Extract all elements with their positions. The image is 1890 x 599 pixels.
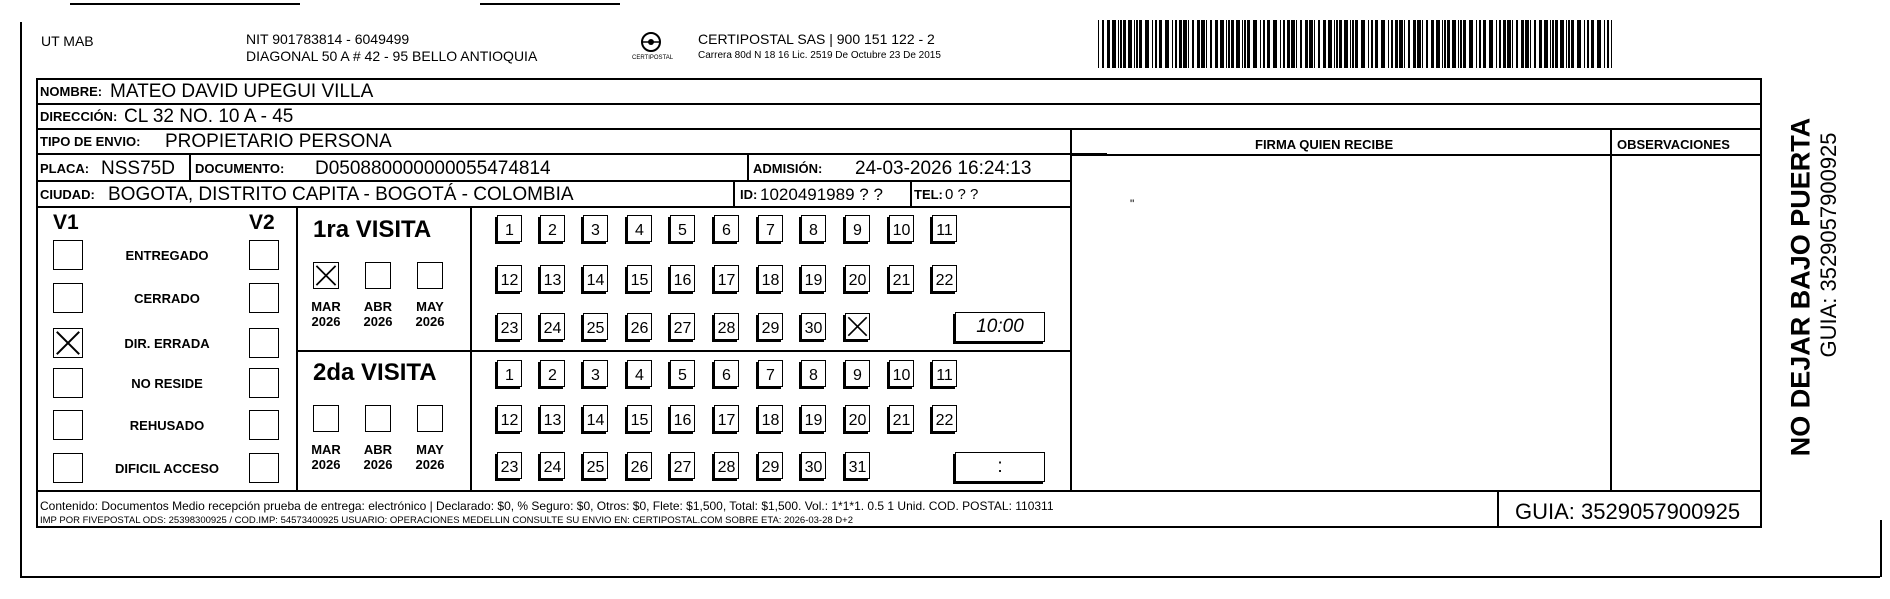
barcode-bar — [1444, 20, 1446, 68]
id-value: 1020491989 ? ? — [760, 185, 883, 204]
day-box[interactable]: 25 — [583, 313, 608, 340]
barcode-bar — [1287, 20, 1290, 68]
v1-checkbox[interactable] — [53, 240, 83, 270]
barcode-bar — [1584, 20, 1585, 68]
barcode-bar — [1587, 20, 1589, 68]
day-box[interactable]: 4 — [627, 215, 652, 242]
barcode-bar — [1417, 20, 1421, 68]
barcode-bar — [1098, 20, 1099, 68]
day-box[interactable]: 5 — [670, 360, 695, 387]
barcode-bar — [1544, 20, 1548, 68]
day-box[interactable]: 22 — [932, 265, 957, 292]
barcode-bar — [1206, 20, 1207, 68]
visit2-title: 2da VISITA — [313, 359, 437, 386]
day-box[interactable]: 11 — [932, 215, 957, 242]
barcode-bar — [1375, 20, 1378, 68]
barcode-bar — [1179, 20, 1182, 68]
admision-divider — [747, 155, 749, 180]
visit1-title: 1ra VISITA — [313, 216, 432, 243]
day-box[interactable]: 30 — [801, 313, 826, 340]
day-box-31[interactable] — [845, 313, 870, 340]
day-box[interactable]: 3 — [583, 215, 608, 242]
v2-checkbox[interactable] — [249, 368, 279, 398]
barcode-bar — [1431, 20, 1434, 68]
certipostal-logo — [632, 30, 674, 66]
barcode-bar — [1318, 20, 1320, 68]
day-box[interactable]: 4 — [627, 360, 652, 387]
barcode-bar — [1577, 20, 1581, 68]
day-box[interactable]: 22 — [932, 405, 957, 432]
row-line-footer — [36, 490, 1762, 492]
barcode-bar — [1442, 20, 1443, 68]
frame-right — [1880, 520, 1882, 577]
day-box[interactable]: 24 — [540, 452, 565, 479]
day-box[interactable]: 28 — [714, 313, 739, 340]
cut-mark-right — [480, 3, 620, 5]
barcode-bar — [1296, 20, 1297, 68]
visit-divider — [296, 350, 1070, 352]
v1-checkbox[interactable] — [53, 410, 83, 440]
day-box[interactable]: 5 — [670, 215, 695, 242]
visit1-time-box[interactable] — [955, 312, 1045, 342]
barcode-bar — [1607, 20, 1609, 68]
v2-checkbox[interactable] — [249, 283, 279, 313]
day-box[interactable]: 12 — [497, 265, 522, 292]
barcode-bar — [1361, 20, 1365, 68]
v1-checkbox[interactable] — [53, 283, 83, 313]
barcode-bar — [1507, 20, 1511, 68]
v2-checkbox[interactable] — [249, 240, 279, 270]
status-label: REHUSADO — [129, 418, 205, 433]
barcode-bar — [1165, 20, 1169, 68]
barcode-bar — [1273, 20, 1277, 68]
day-box[interactable]: 7 — [758, 360, 783, 387]
status-label: DIR. ERRADA — [124, 336, 210, 351]
v1-checkbox[interactable] — [53, 328, 83, 358]
row-line-4 — [36, 180, 1070, 182]
barcode-bar — [1188, 20, 1189, 68]
barcode-bar — [1368, 20, 1369, 68]
barcode-bar — [1463, 20, 1466, 68]
month-label: ABR 2026 — [363, 442, 393, 472]
barcode-bar — [1426, 20, 1428, 68]
row-line-2 — [36, 128, 1762, 130]
day-box[interactable]: 10 — [889, 360, 914, 387]
barcode-bar — [1231, 20, 1234, 68]
day-box[interactable]: 21 — [889, 265, 914, 292]
barcode-bar — [1525, 20, 1529, 68]
day-box[interactable]: 17 — [714, 265, 739, 292]
barcode-bar — [1483, 20, 1486, 68]
id-divider — [733, 181, 735, 206]
company-license: Carrera 80d N 18 16 Lic. 2519 De Octubre 23 De 2015 — [698, 50, 941, 61]
barcode-bar — [1175, 20, 1177, 68]
barcode-bar — [1226, 20, 1227, 68]
barcode-bar — [1479, 20, 1481, 68]
day-box[interactable]: 11 — [932, 360, 957, 387]
month-label: MAR 2026 — [311, 299, 341, 329]
barcode-bar — [1210, 20, 1212, 68]
day-box[interactable]: 19 — [801, 405, 826, 432]
visit1-time: 10:00 — [976, 316, 1024, 337]
barcode-bar — [1155, 20, 1157, 68]
frame-left — [20, 22, 22, 577]
barcode-bar — [1102, 20, 1104, 68]
sender-name: UT MAB — [41, 33, 94, 49]
barcode-bar — [1228, 20, 1230, 68]
id-label: ID: — [740, 187, 758, 202]
day-box[interactable]: 16 — [670, 405, 695, 432]
barcode-bar — [1355, 20, 1358, 68]
month-checkbox[interactable] — [365, 262, 391, 289]
barcode-bar — [1134, 20, 1135, 68]
month-checkbox[interactable] — [417, 262, 443, 289]
barcode-bar — [1260, 20, 1261, 68]
day-box[interactable]: 15 — [627, 265, 652, 292]
obs-left-border — [1610, 128, 1612, 490]
barcode-bar — [1371, 20, 1373, 68]
barcode-bar — [1201, 20, 1205, 68]
barcode-bar — [1447, 20, 1450, 68]
footer-print-info: IMP POR FIVEPOSTAL ODS: 25398300925 / COD.IMP: 54573400925 USUARIO: OPERACIONES MEDELLIN CONSULTE SU ENVIO EN: CERTIPOSTAL.COM SOBRE ETA: 2026-03-28 D+2 — [40, 515, 853, 526]
cut-mark-left — [70, 3, 300, 5]
barcode-bar — [1215, 20, 1218, 68]
day-box[interactable]: 14 — [583, 405, 608, 432]
day-box[interactable]: 23 — [497, 313, 522, 340]
row-line-3b — [1070, 154, 1762, 156]
v2-checkbox[interactable] — [249, 410, 279, 440]
barcode-bar — [1552, 20, 1554, 68]
admision-value: 24-03-2026 16:24:13 — [855, 158, 1032, 179]
barcode-bar — [1267, 20, 1270, 68]
barcode-bar — [1339, 20, 1342, 68]
barcode-bar — [1516, 20, 1518, 68]
barcode-bar — [1539, 20, 1542, 68]
footer-guia: GUIA: 3529057900925 — [1515, 499, 1741, 524]
v2-checkbox[interactable] — [249, 453, 279, 483]
visit2-time-box[interactable] — [955, 452, 1045, 482]
day-box[interactable]: 1 — [497, 215, 522, 242]
barcode-bar — [1381, 20, 1385, 68]
month-label: MAY 2026 — [415, 299, 445, 329]
logo-text: CERTIPOSTAL — [632, 55, 674, 61]
barcode-bar — [1244, 20, 1246, 68]
day-box[interactable]: 27 — [670, 452, 695, 479]
day-box[interactable]: 2 — [540, 360, 565, 387]
barcode-bar — [1123, 20, 1126, 68]
v2-checkbox[interactable] — [249, 328, 279, 358]
placa-label: PLACA: — [40, 161, 90, 176]
v1-checkbox[interactable] — [53, 368, 83, 398]
barcode-bar — [1152, 20, 1153, 68]
day-box[interactable]: 17 — [714, 405, 739, 432]
documento-label: DOCUMENTO: — [195, 161, 285, 176]
barcode-bar — [1512, 20, 1513, 68]
barcode-bar — [1172, 20, 1173, 68]
day-box[interactable]: 23 — [497, 452, 522, 479]
firma-header: FIRMA QUIEN RECIBE — [1255, 137, 1394, 152]
tel-label: TEL: — [914, 187, 943, 202]
footer-divider — [1497, 490, 1499, 528]
month-label: MAY 2026 — [415, 442, 445, 472]
barcode-bar — [1489, 20, 1493, 68]
barcode-bar — [1300, 20, 1302, 68]
barcode-bar — [1159, 20, 1162, 68]
barcode-bar — [1566, 20, 1567, 68]
barcode-bar — [1136, 20, 1138, 68]
barcode-bar — [1591, 20, 1594, 68]
barcode-bar — [1604, 20, 1605, 68]
observaciones-header: OBSERVACIONES — [1617, 137, 1730, 152]
day-box[interactable]: 8 — [801, 360, 826, 387]
barcode-bar — [1305, 20, 1308, 68]
day-box[interactable]: 25 — [583, 452, 608, 479]
day-box[interactable]: 27 — [670, 313, 695, 340]
signature-mark: " — [1130, 197, 1135, 211]
barcode-bar — [1452, 20, 1456, 68]
barcode-bar — [1469, 20, 1473, 68]
day-box[interactable]: 31 — [845, 452, 870, 479]
day-box[interactable]: 24 — [540, 313, 565, 340]
barcode-bar — [1145, 20, 1149, 68]
barcode-bar — [1560, 20, 1564, 68]
barcode-bar — [1291, 20, 1295, 68]
day-box[interactable]: 18 — [758, 265, 783, 292]
row-line-3 — [36, 153, 1107, 155]
day-box[interactable]: 18 — [758, 405, 783, 432]
barcode-bar — [1597, 20, 1601, 68]
month-checkbox[interactable] — [313, 262, 339, 289]
tipo-label: TIPO DE ENVIO: — [40, 134, 141, 149]
tel-value: 0 ? ? — [945, 186, 979, 203]
barcode-bar — [1118, 20, 1119, 68]
day-box[interactable]: 19 — [801, 265, 826, 292]
month-label: ABR 2026 — [363, 299, 393, 329]
day-box[interactable]: 28 — [714, 452, 739, 479]
visit2-time: : — [997, 456, 1003, 477]
nombre-value: MATEO DAVID UPEGUI VILLA — [110, 81, 374, 102]
placa-value: NSS75D — [101, 158, 175, 179]
company-name: CERTIPOSTAL SAS | 900 151 122 - 2 — [698, 31, 935, 47]
status-label: CERRADO — [134, 291, 200, 306]
barcode-bar — [1399, 20, 1403, 68]
sign-left-border — [1070, 128, 1072, 490]
barcode-bar — [1280, 20, 1281, 68]
day-box[interactable]: 7 — [758, 215, 783, 242]
barcode-bar — [1404, 20, 1405, 68]
month-checkbox[interactable] — [365, 405, 391, 432]
barcode-bar — [1458, 20, 1459, 68]
barcode-bar — [1534, 20, 1536, 68]
footer-contents: Contenido: Documentos Medio recepción prueba de entrega: electrónico | Declarado: $0, % Seguro: $0, Otros: $0, Flete: $1,500, Total: $1,500. Vol.: 1*1*1. 0.5 1 Unid. COD. POSTAL: 110311 — [40, 499, 1054, 513]
barcode-bar — [1460, 20, 1462, 68]
barcode-bar — [1350, 20, 1351, 68]
day-box[interactable]: 21 — [889, 405, 914, 432]
month-checkbox[interactable] — [417, 405, 443, 432]
barcode-bar — [1192, 20, 1194, 68]
barcode-bar — [1388, 20, 1389, 68]
side-guia-wrap — [1814, 95, 1844, 420]
barcode-bar — [1323, 20, 1326, 68]
barcode-bar — [1309, 20, 1313, 68]
frame-bottom — [20, 576, 1880, 578]
barcode-bar — [1550, 20, 1551, 68]
side-warning: NO DEJAR BAJO PUERTA — [1785, 117, 1816, 457]
v1-checkbox[interactable] — [53, 453, 83, 483]
status-label: DIFICIL ACCESO — [114, 461, 219, 476]
day-box[interactable]: 30 — [801, 452, 826, 479]
side-guia: GUIA: 3529057900925 — [1816, 132, 1841, 358]
day-box[interactable]: 8 — [801, 215, 826, 242]
tel-divider — [910, 181, 912, 206]
day-box[interactable]: 10 — [889, 215, 914, 242]
barcode-bar — [1422, 20, 1423, 68]
barcode-bar — [1344, 20, 1348, 68]
day-box[interactable]: 1 — [497, 360, 522, 387]
barcode-bar — [1314, 20, 1315, 68]
day-box[interactable]: 26 — [627, 313, 652, 340]
month-checkbox[interactable] — [313, 405, 339, 432]
barcode-bar — [1334, 20, 1335, 68]
barcode-bar — [1391, 20, 1393, 68]
placa-divider — [189, 155, 191, 180]
months-divider — [470, 206, 472, 490]
barcode-bar — [1395, 20, 1398, 68]
month-label: MAR 2026 — [311, 442, 341, 472]
row-line-1 — [36, 103, 1762, 105]
barcode-bar — [1571, 20, 1574, 68]
barcode-bar — [1283, 20, 1285, 68]
day-box[interactable]: 20 — [845, 265, 870, 292]
status-label: NO RESIDE — [131, 376, 203, 391]
barcode-bar — [1263, 20, 1265, 68]
barcode-bar — [1568, 20, 1570, 68]
day-box[interactable]: 29 — [758, 313, 783, 340]
day-box[interactable]: 9 — [845, 215, 870, 242]
barcode-bar — [1555, 20, 1558, 68]
barcode-bar — [1611, 20, 1612, 68]
direccion-label: DIRECCIÓN: — [40, 109, 118, 124]
barcode-bar — [1183, 20, 1187, 68]
day-box[interactable]: 13 — [540, 405, 565, 432]
day-box[interactable]: 29 — [758, 452, 783, 479]
barcode-bar — [1139, 20, 1142, 68]
barcode-bar — [1530, 20, 1531, 68]
barcode-bar — [1112, 20, 1116, 68]
day-box[interactable]: 14 — [583, 265, 608, 292]
documento-value: D050880000000055474814 — [315, 158, 551, 179]
barcode-bar — [1499, 20, 1501, 68]
barcode-bar — [1336, 20, 1338, 68]
v2-header: V2 — [249, 211, 275, 234]
ciudad-label: CIUDAD: — [40, 187, 95, 202]
status-label: ENTREGADO — [125, 248, 209, 263]
direccion-value: CL 32 NO. 10 A - 45 — [124, 106, 294, 127]
barcode-bar — [1247, 20, 1250, 68]
barcode-bar — [1413, 20, 1416, 68]
tipo-value: PROPIETARIO PERSONA — [165, 131, 392, 152]
day-box[interactable]: 6 — [714, 215, 739, 242]
barcode-bar — [1120, 20, 1122, 68]
day-box[interactable]: 12 — [497, 405, 522, 432]
day-box[interactable]: 26 — [627, 452, 652, 479]
barcode-bar — [1436, 20, 1440, 68]
barcode-bar — [1128, 20, 1132, 68]
barcode-bar — [1496, 20, 1497, 68]
v1-header: V1 — [53, 211, 79, 234]
barcode-bar — [1242, 20, 1243, 68]
barcode-bar — [1352, 20, 1354, 68]
day-box[interactable]: 20 — [845, 405, 870, 432]
barcode-bar — [1253, 20, 1257, 68]
admision-label: ADMISIÓN: — [753, 161, 823, 176]
day-box[interactable]: 6 — [714, 360, 739, 387]
barcode-bar — [1107, 20, 1110, 68]
barcode-bar — [1197, 20, 1200, 68]
day-box[interactable]: 15 — [627, 405, 652, 432]
day-box[interactable]: 2 — [540, 215, 565, 242]
nombre-label: NOMBRE: — [40, 84, 103, 99]
barcode-bar — [1476, 20, 1477, 68]
day-box[interactable]: 13 — [540, 265, 565, 292]
barcode-bar — [1408, 20, 1410, 68]
day-box[interactable]: 16 — [670, 265, 695, 292]
barcode-bar — [1328, 20, 1332, 68]
day-box[interactable]: 9 — [845, 360, 870, 387]
status-divider — [296, 206, 298, 490]
barcode-bar — [1503, 20, 1506, 68]
sender-nit: NIT 901783814 - 6049499 — [246, 31, 410, 47]
sender-address: DIAGONAL 50 A # 42 - 95 BELLO ANTIOQUIA — [246, 48, 538, 64]
barcode — [1098, 20, 1614, 68]
day-box[interactable]: 3 — [583, 360, 608, 387]
barcode-bar — [1521, 20, 1524, 68]
barcode-bar — [1236, 20, 1240, 68]
ciudad-value: BOGOTA, DISTRITO CAPITA - BOGOTÁ - COLOMBIA — [108, 184, 574, 205]
barcode-bar — [1220, 20, 1224, 68]
row-line-5 — [36, 206, 1070, 208]
